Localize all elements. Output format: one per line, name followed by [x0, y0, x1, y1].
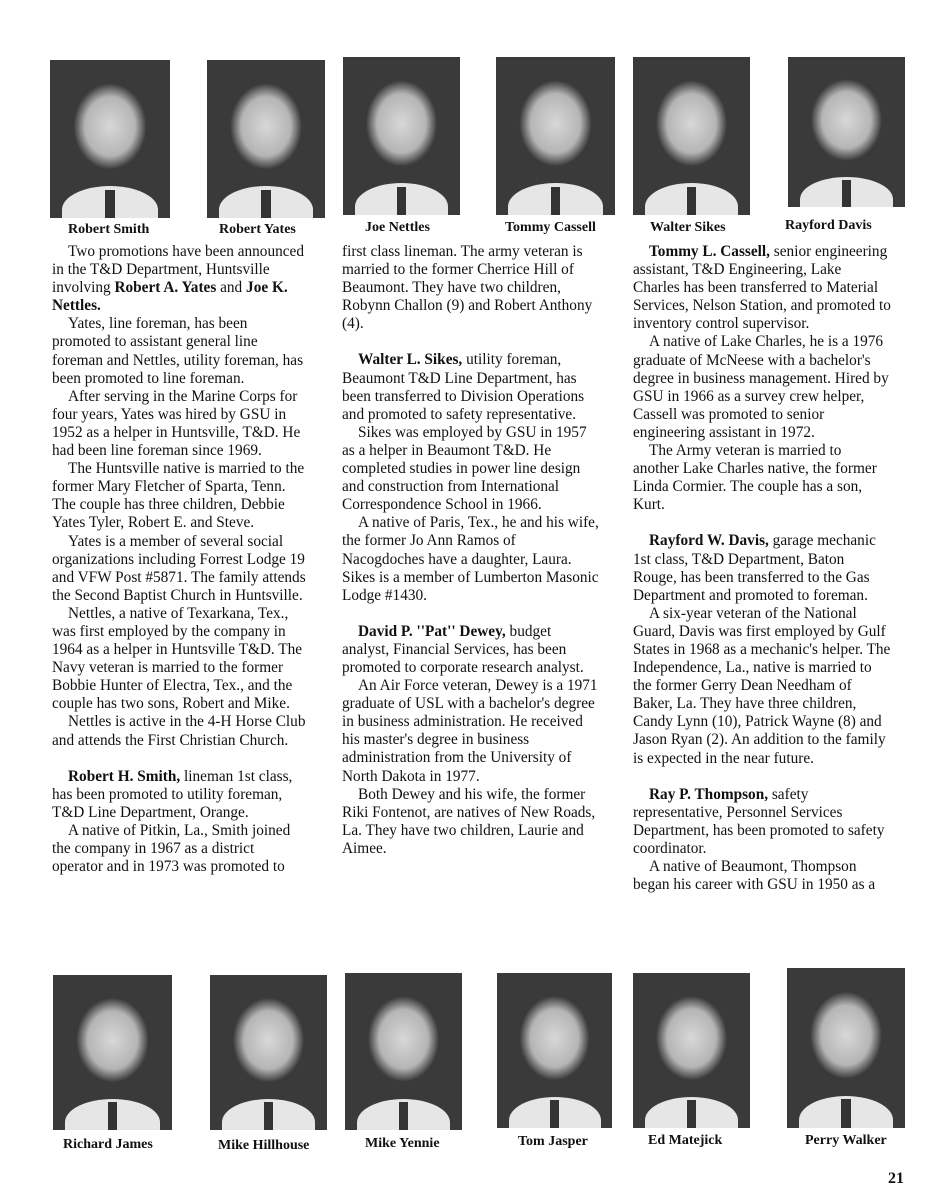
- photo-caption: Joe Nettles: [365, 220, 430, 235]
- bold-name: Joe K. Nettles.: [52, 279, 288, 315]
- article-paragraph: [52, 605, 308, 714]
- portrait-photo: [633, 57, 750, 215]
- article-paragraph: [52, 243, 308, 315]
- paragraph-text: Sikes was employed by GSU in 1957 as a helper in Beaumont T&D. He completed studies in power line design and construction from International Correspondence School in 1966.: [342, 423, 587, 514]
- article-paragraph: [633, 442, 891, 514]
- article-column-2: [342, 243, 600, 858]
- paragraph-text: Nettles, a native of Texarkana, Tex., was first employed by the company in 1964 as a helper in Huntsville T&D. The Navy veteran is married to the former Bobbie Hunter of Electra, Tex., and the couple has two sons, Robert and Mike.: [52, 604, 303, 713]
- paragraph-text: An Air Force veteran, Dewey is a 1971 graduate of USL with a bachelor's degree in business administration. He received his master's degree in business administration from the University of North Dakota in 1977.: [342, 677, 598, 785]
- bold-name: Walter L. Sikes,: [358, 351, 463, 369]
- paragraph-text: garage mechanic 1st class, T&D Department, Baton Rouge, has been transferred to the Gas Department and promoted to foreman.: [633, 532, 876, 604]
- photo-caption: Richard James: [63, 1137, 153, 1152]
- tie-shape: [842, 180, 851, 207]
- bold-name: David P. ''Pat'' Dewey,: [358, 622, 506, 640]
- photo-caption: Mike Yennie: [365, 1136, 440, 1151]
- portrait-photo: [787, 968, 905, 1128]
- page-number: 21: [888, 1170, 904, 1187]
- article-paragraph: [52, 533, 308, 605]
- photo-caption: Tommy Cassell: [505, 220, 596, 235]
- paragraph-text: Both Dewey and his wife, the former Riki Fontenot, are natives of New Roads, La. They have two children, Laurie and Aimee.: [342, 785, 596, 857]
- photo-caption: Mike Hillhouse: [218, 1138, 310, 1153]
- article-paragraph: [633, 786, 891, 858]
- photo-caption: Robert Smith: [68, 222, 150, 237]
- article-paragraph: [52, 822, 308, 876]
- article-paragraph: [342, 351, 600, 423]
- tie-shape: [551, 187, 561, 215]
- bold-name: Robert H. Smith,: [68, 767, 181, 785]
- paragraph-text: A native of Pitkin, La., Smith joined the company in 1967 as a district operator and in 1973 was promoted to: [52, 821, 291, 876]
- portrait-photo: [53, 975, 172, 1130]
- tie-shape: [261, 190, 270, 218]
- paragraph-text: The Huntsville native is married to the former Mary Fletcher of Sparta, Tenn. The couple has three children, Debbie Yates Tyler, Robert E. and Steve.: [52, 460, 305, 532]
- article-column-1: [52, 243, 308, 876]
- paragraph-text: A native of Beaumont, Thompson began his career with GSU in 1950 as a: [633, 858, 876, 894]
- photo-caption: Walter Sikes: [650, 220, 726, 235]
- paragraph-text: After serving in the Marine Corps for four years, Yates was hired by GSU in 1952 as a helper in Huntsville, T&D. He had been line foreman since 1969.: [52, 387, 301, 460]
- paragraph-text: A six-year veteran of the National Guard, Davis was first employed by Gulf States in 1968 as a mechanic's helper. The Independence, La., native is married to the former Gerry Dean Needham of Baker, La. They have three children, Candy Lynn (10), Patrick Wayne (8) and Jason Ryan (2). An addition to the family is expected in the near future.: [633, 604, 891, 767]
- bold-name: Rayford W. Davis,: [649, 532, 769, 550]
- paragraph-text: Yates is a member of several social organizations including Forrest Lodge 19 and VFW Post #5871. The family attends the Second Baptist Church in Huntsville.: [52, 532, 306, 604]
- article-paragraph: [52, 713, 308, 749]
- paragraph-text: utility foreman, Beaumont T&D Line Department, has been transferred to Division Operations and promoted to safety representative.: [342, 351, 585, 423]
- tie-shape: [687, 1100, 696, 1128]
- photo-caption: Rayford Davis: [785, 218, 872, 233]
- paragraph-text: budget analyst, Financial Services, has been promoted to corporate research analyst.: [342, 622, 584, 676]
- article-paragraph: [633, 858, 891, 894]
- paragraph-text: senior engineering assistant, T&D Engineering, Lake Charles has been transferred to Material Services, Nelson Station, and promoted to inventory control supervisor.: [633, 243, 891, 333]
- portrait-photo: [210, 975, 327, 1130]
- photo-caption: Perry Walker: [805, 1133, 887, 1148]
- article-paragraph: [633, 243, 891, 333]
- tie-shape: [397, 187, 406, 215]
- portrait-photo: [207, 60, 325, 218]
- tie-shape: [105, 190, 115, 218]
- paragraph-text: A native of Paris, Tex., he and his wife, the former Jo Ann Ramos of Nacogdoches have a daughter, Laura. Sikes is a member of Lumberton Masonic Lodge #1430.: [342, 514, 599, 604]
- paragraph-text: Two promotions have been announced in the T&D Department, Huntsville involving: [52, 243, 304, 297]
- article-paragraph: [52, 460, 308, 532]
- bold-name: Tommy L. Cassell,: [649, 243, 770, 260]
- photo-caption: Tom Jasper: [518, 1134, 588, 1149]
- paragraph-text: first class lineman. The army veteran is married to the former Cherrice Hill of Beaumont. They have two children, Robynn Challon (9) and Robert Anthony (4).: [342, 243, 593, 333]
- photo-caption: Ed Matejick: [648, 1133, 723, 1148]
- bold-name: Robert A. Yates: [114, 279, 217, 297]
- article-paragraph: [633, 605, 891, 768]
- portrait-photo: [345, 973, 462, 1130]
- portrait-photo: [633, 973, 750, 1128]
- portrait-photo: [497, 973, 612, 1128]
- paragraph-text: Nettles is active in the 4-H Horse Club and attends the First Christian Church.: [52, 713, 306, 749]
- tie-shape: [841, 1099, 850, 1128]
- article-paragraph: [52, 315, 308, 387]
- paragraph-text: lineman 1st class, has been promoted to utility foreman, T&D Line Department, Orange.: [52, 767, 293, 821]
- paragraph-text: Yates, line foreman, has been promoted to assistant general line foreman and Nettles, utility foreman, has been promoted to line foreman.: [52, 315, 304, 387]
- photo-caption: Robert Yates: [219, 222, 296, 237]
- bold-name: Ray P. Thompson,: [649, 785, 769, 803]
- tie-shape: [264, 1102, 273, 1130]
- paragraph-text: and: [216, 279, 247, 297]
- article-paragraph: [342, 424, 600, 514]
- article-paragraph: [342, 623, 600, 677]
- tie-shape: [550, 1100, 559, 1128]
- article-paragraph: [342, 243, 600, 333]
- portrait-photo: [788, 57, 905, 207]
- tie-shape: [108, 1102, 118, 1130]
- portrait-photo: [496, 57, 615, 215]
- paragraph-text: The Army veteran is married to another Lake Charles native, the former Linda Cormier. The couple has a son, Kurt.: [633, 442, 877, 514]
- tie-shape: [687, 187, 696, 215]
- tie-shape: [399, 1102, 408, 1130]
- article-column-3: [633, 243, 891, 894]
- article-paragraph: [633, 532, 891, 604]
- article-paragraph: [52, 388, 308, 460]
- article-paragraph: [633, 333, 891, 442]
- article-paragraph: [342, 677, 600, 786]
- paragraph-text: safety representative, Personnel Services Department, has been promoted to safety coordinator.: [633, 785, 885, 857]
- portrait-photo: [50, 60, 170, 218]
- article-paragraph: [342, 786, 600, 858]
- paragraph-text: A native of Lake Charles, he is a 1976 graduate of McNeese with a bachelor's degree in business management. Hired by GSU in 1966 as a survey crew helper, Cassell was promoted to senior engineering assistant in 1972.: [633, 333, 889, 441]
- portrait-photo: [343, 57, 460, 215]
- article-paragraph: [52, 768, 308, 822]
- article-paragraph: [342, 514, 600, 604]
